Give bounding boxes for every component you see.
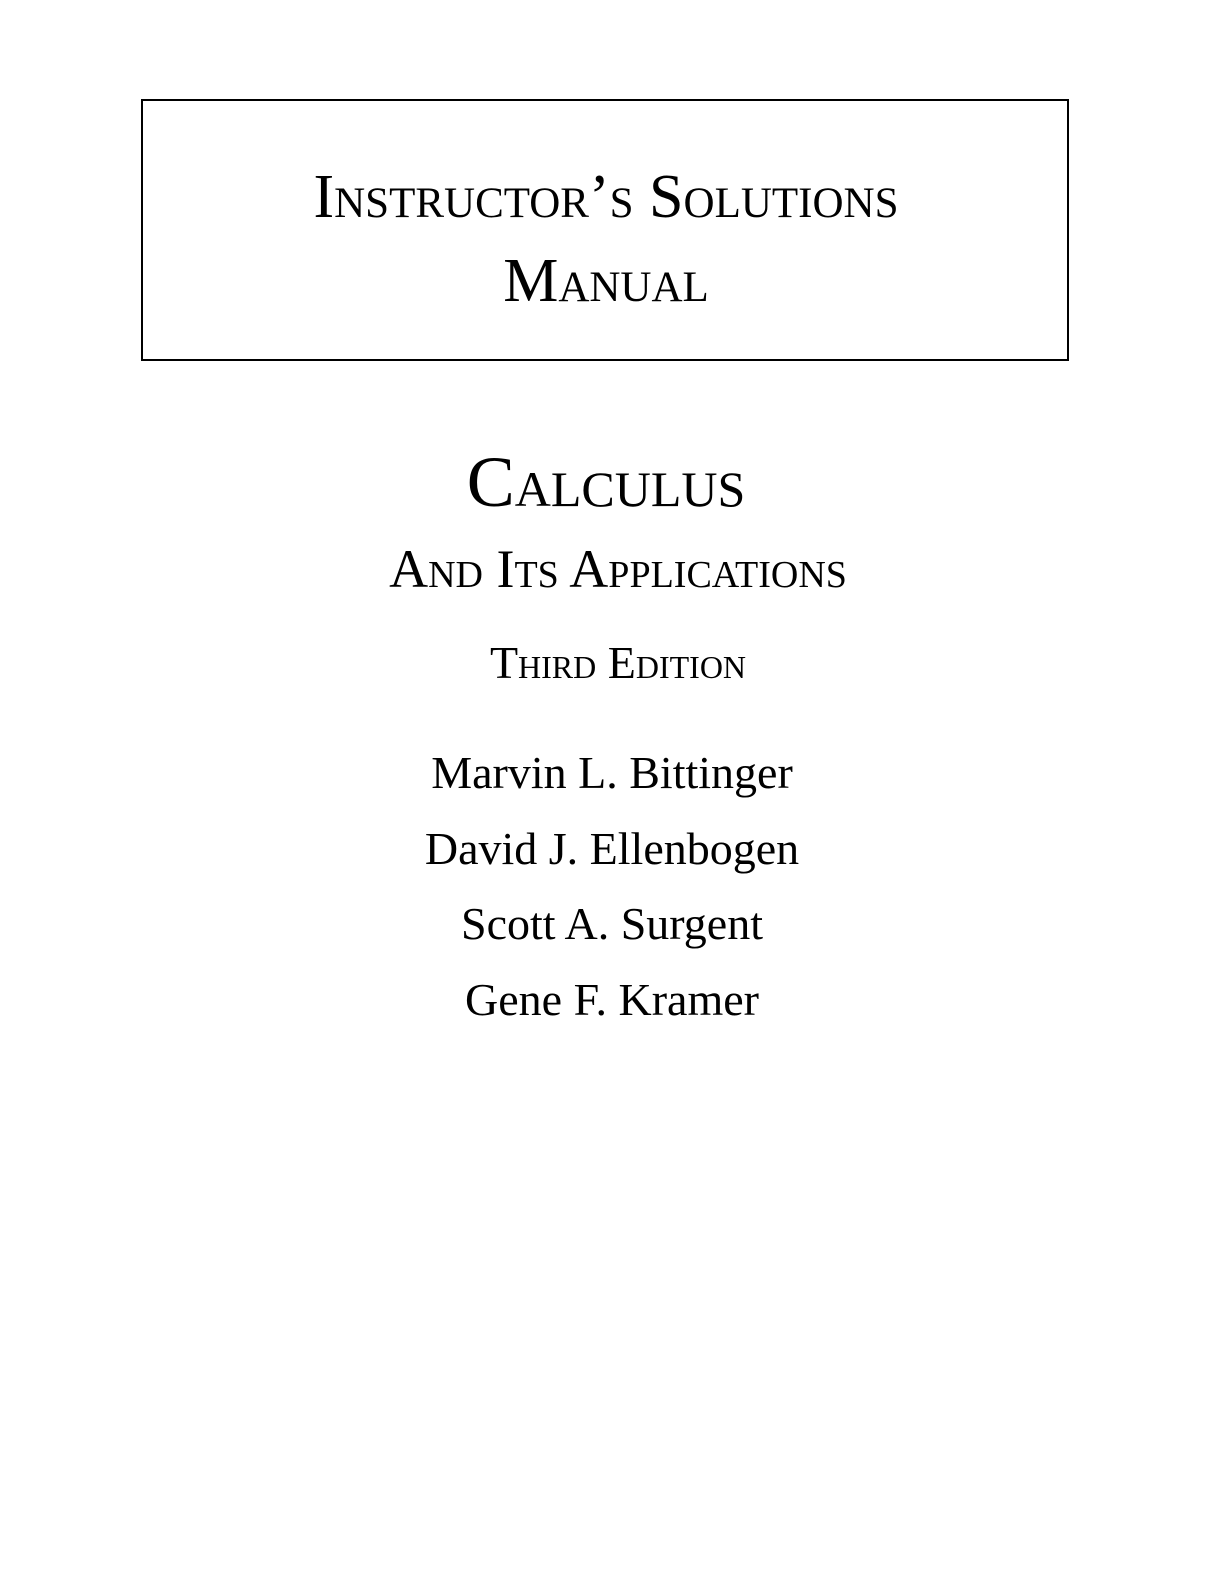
edition: Third Edition: [489, 637, 747, 688]
author-name: David J. Ellenbogen: [424, 823, 800, 874]
author-name: Gene F. Kramer: [465, 974, 759, 1025]
book-subtitle: And Its Applications: [389, 539, 847, 599]
author-name: Marvin L. Bittinger: [431, 747, 793, 798]
author-name: Scott A. Surgent: [460, 898, 763, 949]
manual-title-line2: Manual: [503, 247, 709, 315]
manual-title-line1: Instructor’s Solutions: [313, 163, 899, 231]
book-title: Calculus: [466, 442, 746, 522]
